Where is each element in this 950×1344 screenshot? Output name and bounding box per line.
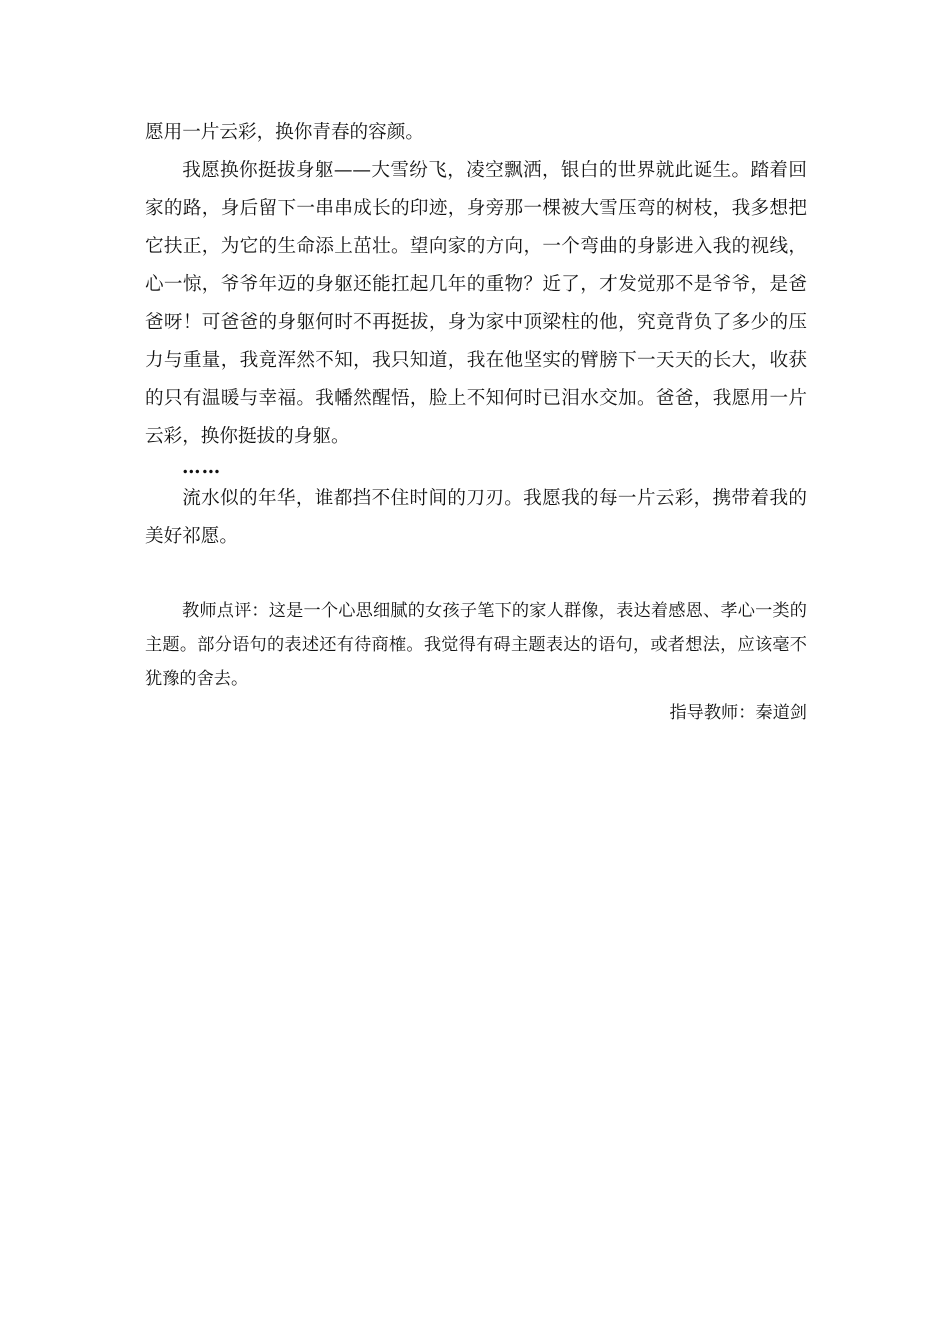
essay-ellipsis: …… <box>182 457 222 478</box>
essay-closing-paragraph: 流水似的年华，谁都挡不住时间的刀刃。我愿我的每一片云彩，携带着我的美好祁愿。 <box>145 488 807 547</box>
essay-opening-line: 愿用一片云彩，换你青春的容颜。 <box>145 122 424 143</box>
section-spacer <box>145 556 807 594</box>
teacher-signature: 指导教师：秦道剑 <box>669 703 807 723</box>
teacher-comment: 教师点评：这是一个心思细腻的女孩子笔下的家人群像，表达着感恩、孝心一类的主题。部分语句的表述还有待商榷。我觉得有碍主题表达的语句，或者想法，应该毫不犹豫的舍去。 <box>145 601 807 689</box>
essay-paragraph-father: 我愿换你挺拔身躯——大雪纷飞，凌空飘洒，银白的世界就此诞生。踏着回家的路，身后留下一串串成长的印迹，身旁那一棵被大雪压弯的树枝，我多想把它扶正，为它的生命添上茁壮。望向家的方向，一个弯曲的身影进入我的视线，心一惊，爷爷年迈的身躯还能扛起几年的重物？近了，才发觉那不是爷爷，是爸爸呀！可爸爸的身躯何时不再挺拔，身为家中顶梁柱的他，究竟背负了多少的压力与重量，我竟浑然不知，我只知道，我在他坚实的臂膀下一天天的长大，收获的只有温暖与幸福。我幡然醒悟，脸上不知何时已泪水交加。爸爸，我愿用一片云彩，换你挺拔的身躯。 <box>145 160 807 447</box>
document-page <box>145 114 807 730</box>
